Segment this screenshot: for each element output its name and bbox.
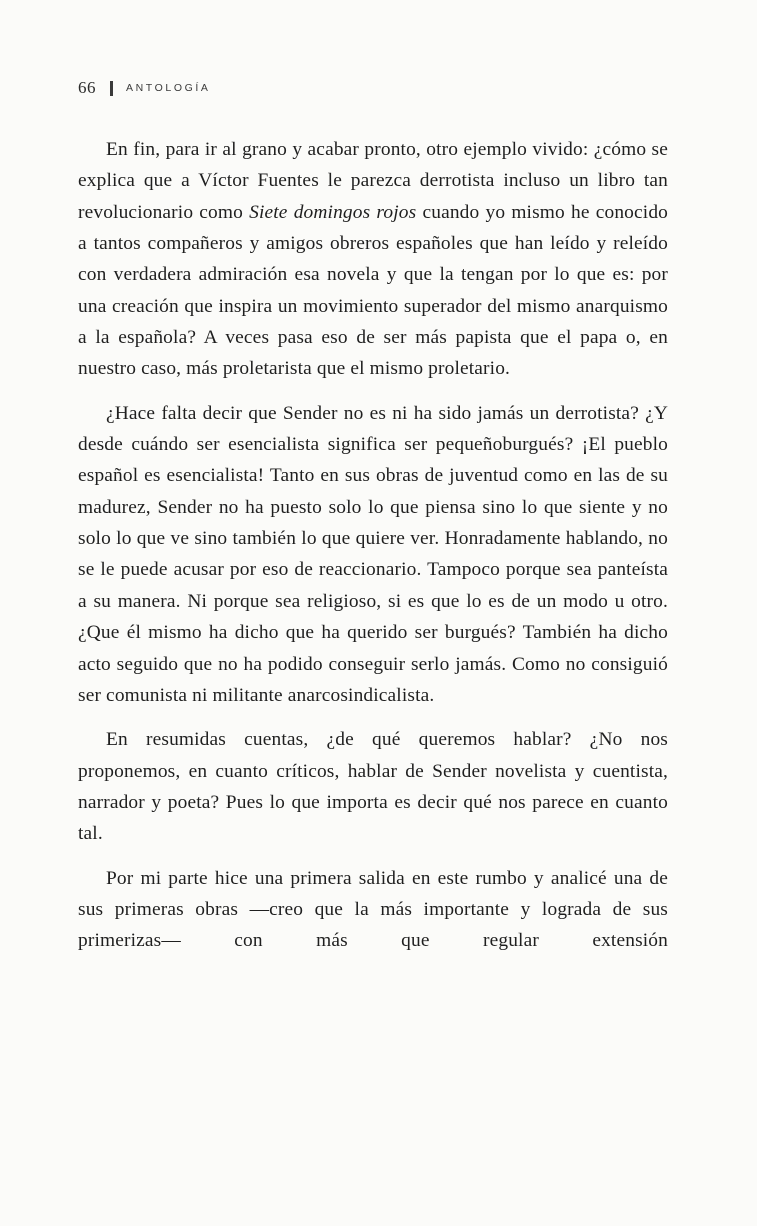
body-text	[78, 134, 668, 970]
paragraph-1	[78, 134, 668, 385]
paragraph-2: ¿Hace falta decir que Sender no es ni ha sido jamás un derrotista? ¿Y desde cuándo ser esencialista significa ser pequeñoburgués? ¡El pueblo español es esencialista! Tanto en sus obras de juventud como en las de su madurez, Sender no ha puesto solo lo que piensa sino lo que siente y no solo lo que ve sino también lo que quiere ver. Honradamente hablando, no se le puede acusar por eso de reaccionario. Tampoco porque sea panteísta a su manera. Ni porque sea religioso, si es que lo es de un modo u otro. ¿Que él mismo ha dicho que ha querido ser burgués? También ha dicho acto seguido que no ha podido conseguir serlo jamás. Como no consiguió ser comunista ni militante anarcosindicalista.	[78, 402, 668, 706]
book-title-italic: Siete domingos rojos	[249, 201, 417, 223]
paragraph-1-text-a: En fin, para ir al grano y acabar pronto, otro ejemplo vivido: ¿cómo se explica que a Víctor Fuentes le parezca derrotista incluso un libro tan revolucionario como	[78, 139, 668, 223]
page-number: 66	[78, 78, 96, 97]
section-title: ANTOLOGÍA	[126, 82, 211, 94]
running-head	[78, 76, 210, 100]
header-divider	[110, 81, 113, 96]
paragraph-4: Por mi parte hice una primera salida en este rumbo y analicé una de sus primeras obras —creo que la más importante y lograda de sus primerizas— con más que regular extensión	[78, 867, 668, 952]
paragraph-3: En resumidas cuentas, ¿de qué queremos hablar? ¿No nos proponemos, en cuanto críticos, hablar de Sender novelista y cuentista, narrador y poeta? Pues lo que importa es decir qué nos parece en cuanto tal.	[78, 729, 668, 845]
paragraph-1-text-b: cuando yo mismo he conocido a tantos compañeros y amigos obreros españoles que han leído y releído con verdadera admiración esa novela y que la tengan por lo que es: por una creación que inspira un movimiento superador del mismo anarquismo a la española? A veces pasa eso de ser más papista que el papa o, en nuestro caso, más proletarista que el mismo proletario.	[78, 201, 669, 380]
